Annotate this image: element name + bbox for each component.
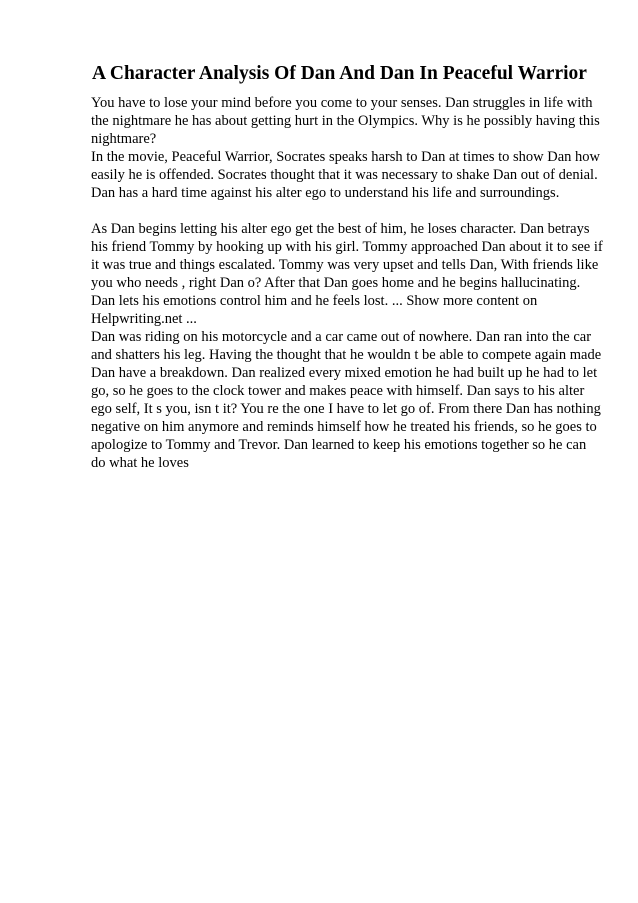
paragraph-4: Dan was riding on his motorcycle and a car came out of nowhere. Dan ran into the car and shatters his leg. Having the thought that he wouldn t be able to compete again made Dan have a breakdown. Dan realized every mixed emotion he had built up he had to let go, so he goes to the clock tower and makes peace with himself. Dan says to his alter ego self, It s you, isn t it? You re the one I have to let go of. From there Dan has nothing negative on him anymore and reminds himself how he treated his friends, so he goes to apologize to Tommy and Trevor. Dan learned to keep his emotions together so he can do what he loves: [91, 329, 602, 471]
paragraph-1: You have to lose your mind before you come to your senses. Dan struggles in life with the nightmare he has about getting hurt in the Olympics. Why is he possibly having this nightmare?: [91, 95, 600, 147]
paragraph-3: As Dan begins letting his alter ego get the best of him, he loses character. Dan betrays his friend Tommy by hooking up with his girl. Tommy approached Dan about it to see if it was true and things escalated. Tommy was very upset and tells Dan, With friends like you who needs , right Dan o? After that Dan goes home and he begins hallucinating. Dan lets his emotions control him and he feels lost. ... Show more content on Helpwriting.net ...: [91, 221, 603, 327]
paragraph-2: In the movie, Peaceful Warrior, Socrates speaks harsh to Dan at times to show Dan how easily he is offended. Socrates thought that it was necessary to shake Dan out of denial. Dan has a hard time against his alter ego to understand his life and surroundings.: [91, 149, 600, 201]
document-title: A Character Analysis Of Dan And Dan In Peaceful Warrior: [92, 63, 587, 84]
document-body: [91, 94, 603, 472]
